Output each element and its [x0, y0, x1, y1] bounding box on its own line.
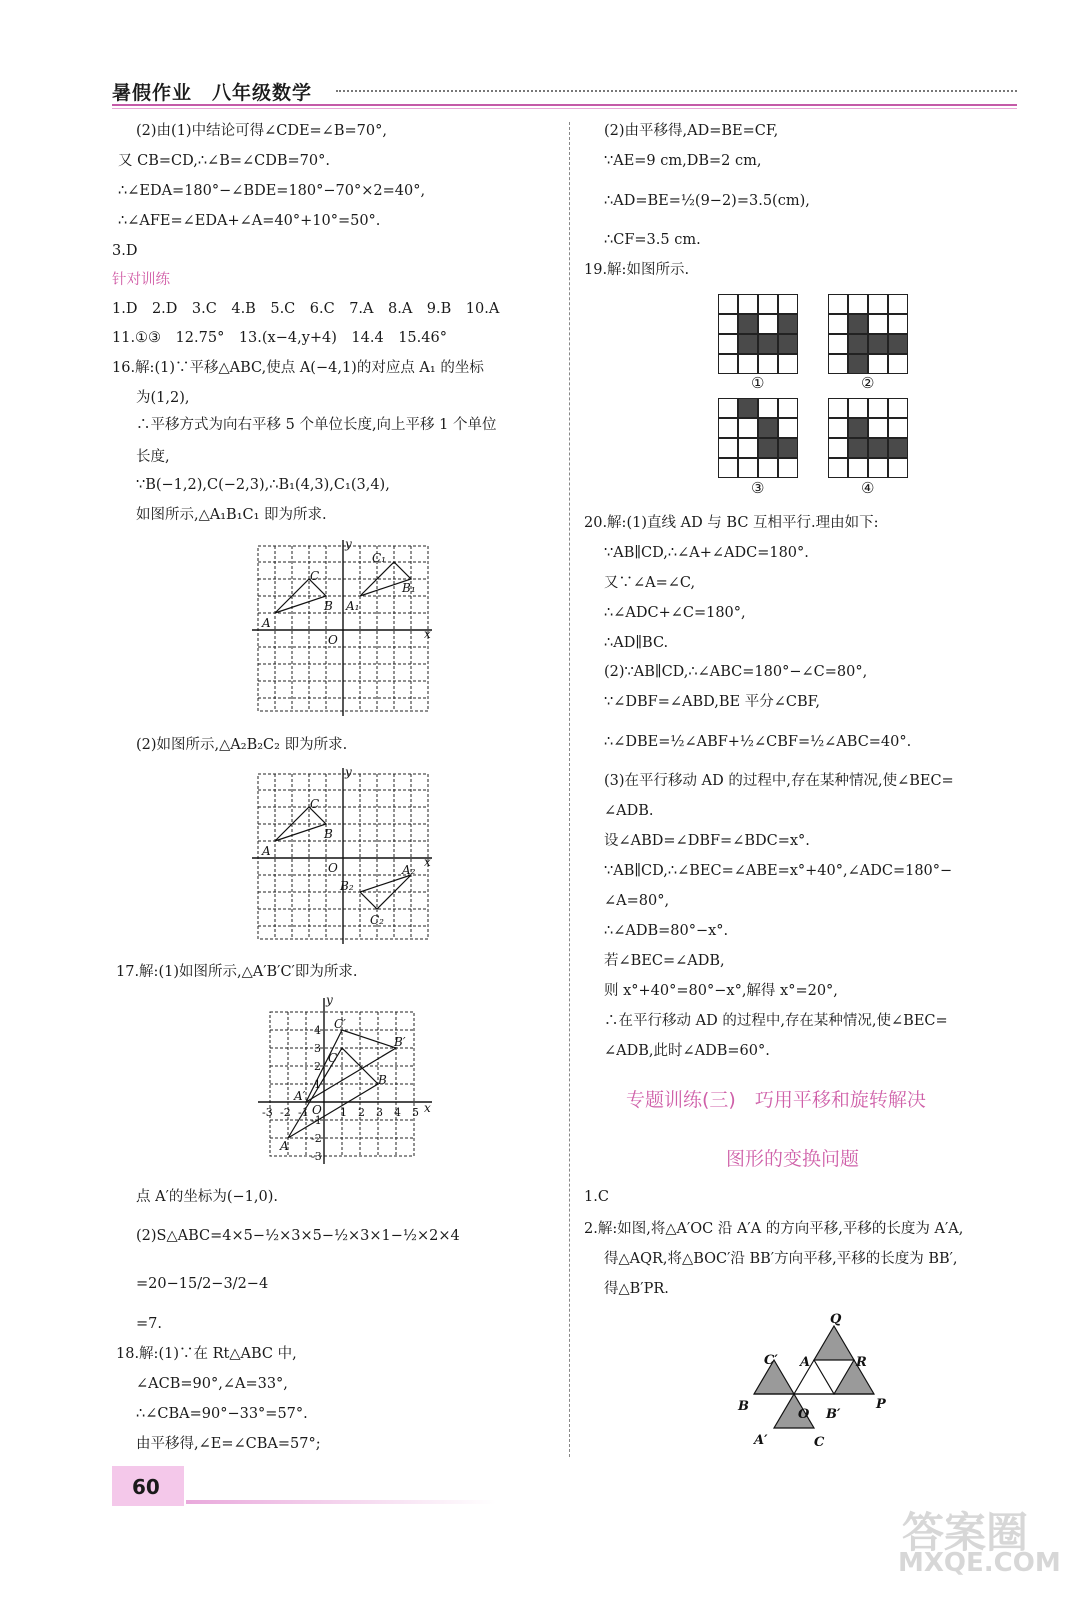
empty-cell — [758, 354, 778, 374]
tick-label: -1 — [298, 1106, 309, 1119]
text-line: 3.D — [112, 243, 138, 259]
empty-cell — [888, 354, 908, 374]
text-line: 如图所示,△A₁B₁C₁ 即为所求. — [136, 507, 327, 523]
label: C — [328, 1051, 338, 1065]
label: C — [310, 569, 320, 583]
label: x — [424, 627, 431, 641]
empty-cell — [778, 398, 798, 418]
empty-cell — [848, 458, 868, 478]
tick-label: -3 — [262, 1106, 273, 1119]
text-line: ∴∠AFE=∠EDA+∠A=40°+10°=50°. — [118, 213, 381, 229]
footer-bar — [186, 1500, 496, 1504]
grid-pattern — [828, 398, 908, 478]
text-line: 11.①③ 12.75° 13.(x−4,y+4) 14.4 15.46° — [112, 330, 447, 346]
filled-cell — [738, 314, 758, 334]
text-line: ∵AB∥CD,∴∠A+∠ADC=180°. — [604, 545, 809, 561]
tick-label: 1 — [314, 1078, 321, 1091]
label: C — [814, 1435, 825, 1450]
text-line: 为(1,2), — [136, 390, 190, 406]
watermark-logo: 答案圈 — [902, 1508, 1029, 1557]
text-line: ∵∠DBF=∠ABD,BE 平分∠CBF, — [604, 694, 821, 710]
text-line: ∴∠DBE=½∠ABF+½∠CBF=½∠ABC=40°. — [604, 734, 912, 750]
section-heading: 针对训练 — [112, 272, 170, 288]
text-line: 长度, — [136, 449, 170, 465]
text-line: 2.解:如图,将△A′OC 沿 A′A 的方向平移,平移的长度为 A′A, — [584, 1221, 964, 1237]
text-line: 由平移得,∠E=∠CBA=57°; — [136, 1436, 321, 1452]
grid-pattern — [718, 294, 798, 374]
filled-cell — [758, 438, 778, 458]
text-line: 点 A′的坐标为(−1,0). — [136, 1189, 279, 1205]
text-line: (2)∵AB∥CD,∴∠ABC=180°−∠C=80°, — [604, 664, 868, 680]
grid-label: ③ — [751, 479, 765, 497]
filled-cell — [848, 438, 868, 458]
empty-cell — [718, 398, 738, 418]
empty-cell — [888, 398, 908, 418]
label: y — [345, 537, 352, 551]
filled-cell — [848, 314, 868, 334]
coordinate-grid-fig17 — [254, 992, 436, 1168]
label: A — [262, 844, 271, 858]
header-rule — [112, 104, 1017, 106]
tick-label: -2 — [280, 1106, 291, 1119]
tick-label: 2 — [314, 1060, 321, 1073]
header-rule-light — [112, 108, 1017, 109]
label: C′ — [334, 1017, 346, 1031]
empty-cell — [868, 398, 888, 418]
text-line: (2)由平移得,AD=BE=CF, — [604, 123, 779, 139]
empty-cell — [758, 294, 778, 314]
tick-label: 5 — [412, 1106, 419, 1119]
empty-cell — [758, 398, 778, 418]
empty-cell — [828, 314, 848, 334]
filled-cell — [758, 418, 778, 438]
tick-label: 2 — [358, 1106, 365, 1119]
label: A — [262, 616, 271, 630]
label: P — [876, 1397, 886, 1412]
empty-cell — [738, 354, 758, 374]
text-line: ∠ACB=90°,∠A=33°, — [136, 1376, 288, 1392]
text-line: 若∠BEC=∠ADB, — [604, 953, 725, 969]
coordinate-grid-fig16b — [252, 764, 438, 946]
empty-cell — [868, 354, 888, 374]
column-divider — [569, 122, 570, 1457]
label: B — [738, 1399, 749, 1414]
empty-cell — [888, 314, 908, 334]
text-line: ∵B(−1,2),C(−2,3),∴B₁(4,3),C₁(3,4), — [136, 477, 390, 493]
tick-label: -1 — [311, 1114, 322, 1127]
label: O — [798, 1407, 810, 1422]
empty-cell — [828, 294, 848, 314]
page-number: 60 — [132, 1475, 160, 1499]
filled-cell — [738, 398, 758, 418]
text-line: 又∵∠A=∠C, — [604, 575, 696, 591]
text-line: ∴∠ADB=80°−x°. — [604, 923, 729, 939]
label: B₁ — [402, 581, 416, 595]
empty-cell — [848, 398, 868, 418]
text-line: (2)由(1)中结论可得∠CDE=∠B=70°, — [136, 123, 387, 139]
text-line: 18.解:(1)∵在 Rt△ABC 中, — [116, 1346, 297, 1362]
filled-cell — [758, 334, 778, 354]
text-line: 19.解:如图所示. — [584, 262, 690, 278]
empty-cell — [888, 294, 908, 314]
text-line: =7. — [136, 1316, 162, 1332]
empty-cell — [848, 294, 868, 314]
text-line: 设∠ABD=∠DBF=∠BDC=x°. — [604, 833, 810, 849]
label: A — [800, 1355, 811, 1370]
label: B′ — [394, 1035, 406, 1049]
text-line: ∴平移方式为向右平移 5 个单位长度,向上平移 1 个单位 — [136, 417, 497, 433]
empty-cell — [828, 418, 848, 438]
label: O — [312, 1103, 322, 1117]
text-line: ∵AB∥CD,∴∠BEC=∠ABE=x°+40°,∠ADC=180°− — [604, 863, 953, 879]
tick-label: 3 — [314, 1042, 321, 1055]
text-line: 得△B′PR. — [604, 1281, 669, 1297]
filled-cell — [778, 314, 798, 334]
label: A₁ — [346, 599, 360, 613]
text-line: ∠ADB. — [604, 803, 654, 819]
text-line: 得△AQR,将△BOC′沿 BB′方向平移,平移的长度为 BB′, — [604, 1251, 958, 1267]
tick-label: -3 — [311, 1150, 322, 1163]
text-line: 又 CB=CD,∴∠B=∠CDB=70°. — [118, 153, 330, 169]
text-line: ∴AD∥BC. — [604, 635, 669, 651]
label: A₂ — [402, 863, 416, 877]
tick-label: 1 — [340, 1106, 347, 1119]
empty-cell — [778, 418, 798, 438]
grid-label: ④ — [861, 479, 875, 497]
empty-cell — [868, 314, 888, 334]
text-line: (2)S△ABC=4×5−½×3×5−½×3×1−½×2×4 — [136, 1228, 460, 1244]
empty-cell — [718, 458, 738, 478]
text-line: ∴CF=3.5 cm. — [604, 232, 701, 248]
filled-cell — [848, 418, 868, 438]
empty-cell — [718, 314, 738, 334]
label: A′ — [294, 1089, 306, 1103]
text-line: ∵AE=9 cm,DB=2 cm, — [604, 153, 762, 169]
empty-cell — [718, 334, 738, 354]
grid-label: ① — [751, 374, 765, 392]
text-line: 则 x°+40°=80°−x°,解得 x°=20°, — [604, 983, 838, 999]
empty-cell — [778, 458, 798, 478]
text-line: 17.解:(1)如图所示,△A′B′C′即为所求. — [116, 964, 358, 980]
text-line: 16.解:(1)∵平移△ABC,使点 A(−4,1)的对应点 A₁ 的坐标 — [112, 360, 484, 376]
coordinate-grid-fig16a — [252, 536, 438, 718]
filled-cell — [738, 334, 758, 354]
label: Q — [830, 1312, 842, 1327]
label: B — [324, 599, 333, 613]
empty-cell — [828, 354, 848, 374]
filled-cell — [778, 438, 798, 458]
empty-cell — [738, 458, 758, 478]
label: C₂ — [370, 913, 384, 927]
header-title: 暑假作业 八年级数学 — [112, 82, 313, 104]
label: R — [856, 1355, 867, 1370]
triangle-translation-figure — [736, 1312, 896, 1450]
text-line: ∴∠EDA=180°−∠BDE=180°−70°×2=40°, — [118, 183, 426, 199]
text-line: ∴AD=BE=½(9−2)=3.5(cm), — [604, 193, 810, 209]
filled-cell — [848, 334, 868, 354]
text-line: 1.D 2.D 3.C 4.B 5.C 6.C 7.A 8.A 9.B 10.A — [112, 301, 500, 317]
filled-cell — [868, 334, 888, 354]
label: B — [378, 1073, 387, 1087]
empty-cell — [868, 418, 888, 438]
empty-cell — [718, 354, 738, 374]
empty-cell — [868, 458, 888, 478]
text-line: 1.C — [584, 1189, 609, 1205]
empty-cell — [738, 438, 758, 458]
special-topic-subtitle: 图形的变换问题 — [726, 1148, 860, 1170]
label: B′ — [826, 1407, 841, 1422]
tick-label: 3 — [376, 1106, 383, 1119]
label: x — [424, 855, 431, 869]
text-line: ∴∠CBA=90°−33°=57°. — [136, 1406, 308, 1422]
empty-cell — [778, 294, 798, 314]
filled-cell — [888, 334, 908, 354]
empty-cell — [738, 418, 758, 438]
empty-cell — [828, 334, 848, 354]
label: C₁ — [372, 551, 386, 565]
label: A′ — [754, 1433, 768, 1448]
label: y — [345, 765, 352, 779]
special-topic-title: 专题训练(三) 巧用平移和旋转解决 — [626, 1089, 926, 1111]
label: O — [328, 633, 338, 647]
empty-cell — [778, 354, 798, 374]
filled-cell — [888, 438, 908, 458]
empty-cell — [828, 438, 848, 458]
label: y — [326, 993, 333, 1007]
text-line: ∠ADB,此时∠ADB=60°. — [604, 1043, 770, 1059]
empty-cell — [888, 458, 908, 478]
empty-cell — [718, 294, 738, 314]
grid-label: ② — [861, 374, 875, 392]
grid-pattern — [828, 294, 908, 374]
label: A — [280, 1139, 289, 1153]
tick-label: -2 — [311, 1132, 322, 1145]
text-line: =20−15/2−3/2−4 — [136, 1276, 269, 1292]
label: O — [328, 861, 338, 875]
tick-label: 4 — [314, 1024, 321, 1037]
header-dotted-rule — [336, 90, 1017, 92]
empty-cell — [758, 458, 778, 478]
label: C — [310, 797, 320, 811]
watermark-url: MXQE.COM — [898, 1548, 1061, 1578]
empty-cell — [718, 418, 738, 438]
tick-label: 4 — [394, 1106, 401, 1119]
empty-cell — [738, 294, 758, 314]
empty-cell — [828, 398, 848, 418]
empty-cell — [888, 418, 908, 438]
empty-cell — [828, 458, 848, 478]
label: x — [424, 1101, 431, 1115]
text-line: 20.解:(1)直线 AD 与 BC 互相平行.理由如下: — [584, 515, 879, 531]
label: B — [324, 827, 333, 841]
empty-cell — [868, 294, 888, 314]
text-line: ∠A=80°, — [604, 893, 670, 909]
figure-19-grids — [718, 294, 918, 504]
empty-cell — [758, 314, 778, 334]
grid-pattern — [718, 398, 798, 478]
label: C′ — [764, 1353, 778, 1368]
text-line: (2)如图所示,△A₂B₂C₂ 即为所求. — [136, 737, 348, 753]
text-line: ∴∠ADC+∠C=180°, — [604, 605, 746, 621]
filled-cell — [778, 334, 798, 354]
text-line: ∴在平行移动 AD 的过程中,存在某种情况,使∠BEC= — [604, 1013, 948, 1029]
empty-cell — [718, 438, 738, 458]
filled-cell — [868, 438, 888, 458]
filled-cell — [848, 354, 868, 374]
page-number-box — [112, 1466, 184, 1506]
label: B₂ — [340, 879, 354, 893]
text-line: (3)在平行移动 AD 的过程中,存在某种情况,使∠BEC= — [604, 773, 954, 789]
